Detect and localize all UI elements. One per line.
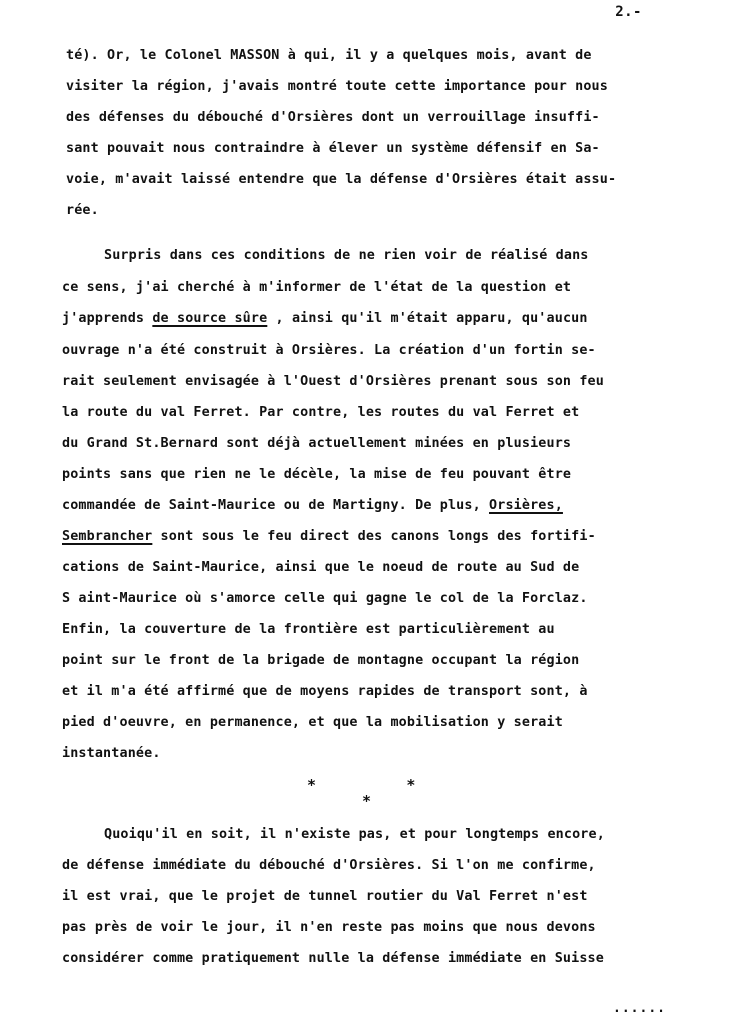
paragraph-2-line-9 [62, 496, 563, 516]
paragraph-2-line-12: S aint-Maurice où s'amorce celle qui gagne le col de la Forclaz. [62, 591, 588, 606]
paragraph-2-line-14: point sur le front de la brigade de montagne occupant la région [62, 653, 580, 668]
separator-asterisk-bottom: * [362, 792, 372, 810]
underlined-sembrancher: Sembrancher [62, 529, 153, 544]
paragraph-2-line-3-start: j'apprends [62, 311, 153, 326]
paragraph-2-line-7: du Grand St.Bernard sont déjà actuellement minées en plusieurs [62, 436, 572, 451]
separator-asterisks-top: * * [307, 776, 416, 794]
paragraph-1-line-4: sant pouvait nous contraindre à élever un système défensif en Sa- [66, 141, 600, 156]
paragraph-1-line-2: visiter la région, j'avais montré toute cette importance pour nous [66, 79, 608, 94]
paragraph-2-line-16: pied d'oeuvre, en permanence, et que la mobilisation y serait [62, 715, 563, 730]
underlined-source-sure: de source sûre [152, 311, 268, 326]
paragraph-3-line-2: de défense immédiate du débouché d'Orsières. Si l'on me confirme, [62, 858, 596, 873]
paragraph-2-line-13: Enfin, la couverture de la frontière est particulièrement au [62, 622, 555, 637]
paragraph-2-line-15: et il m'a été affirmé que de moyens rapides de transport sont, à [62, 684, 588, 699]
paragraph-3-line-3: il est vrai, que le projet de tunnel routier du Val Ferret n'est [62, 889, 588, 904]
paragraph-3-line-5: considérer comme pratiquement nulle la défense immédiate en Suisse [62, 951, 604, 966]
paragraph-2-line-10-end: sont sous le feu direct des canons longs des fortifi- [152, 529, 596, 544]
paragraph-3-line-4: pas près de voir le jour, il n'en reste pas moins que nous devons [62, 920, 596, 935]
paragraph-1-line-3: des défenses du débouché d'Orsières dont un verrouillage insuffi- [66, 110, 600, 125]
paragraph-2-line-1: Surpris dans ces conditions de ne rien voir de réalisé dans [104, 248, 589, 263]
paragraph-2-line-3 [62, 309, 588, 329]
paragraph-2-line-5: rait seulement envisagée à l'Ouest d'Orsières prenant sous son feu [62, 374, 604, 389]
paragraph-2-line-6: la route du val Ferret. Par contre, les routes du val Ferret et [62, 405, 580, 420]
paragraph-2-line-2: ce sens, j'ai cherché à m'informer de l'état de la question et [62, 280, 572, 295]
paragraph-2-line-8: points sans que rien ne le décèle, la mise de feu pouvant être [62, 467, 572, 482]
paragraph-2-line-17: instantanée. [62, 746, 161, 761]
continuation-mark: ...... [613, 1001, 666, 1016]
paragraph-1-line-6: rée. [66, 203, 99, 218]
paragraph-2-line-3-end: , ainsi qu'il m'était apparu, qu'aucun [267, 311, 588, 326]
paragraph-2-line-11: cations de Saint-Maurice, ainsi que le noeud de route au Sud de [62, 560, 580, 575]
paragraph-3-line-1: Quoiqu'il en soit, il n'existe pas, et pour longtemps encore, [104, 827, 605, 842]
paragraph-2-line-4: ouvrage n'a été construit à Orsières. La création d'un fortin se- [62, 343, 596, 358]
page-number: 2.- [615, 4, 642, 20]
underlined-orsieres: Orsières, [489, 498, 563, 513]
paragraph-2-line-10 [62, 527, 596, 547]
paragraph-2-line-9-start: commandée de Saint-Maurice ou de Martigny. De plus, [62, 498, 490, 513]
paragraph-1-line-5: voie, m'avait laissé entendre que la défense d'Orsières était assu- [66, 172, 617, 187]
paragraph-1-line-1: té). Or, le Colonel MASSON à qui, il y a quelques mois, avant de [66, 48, 592, 63]
